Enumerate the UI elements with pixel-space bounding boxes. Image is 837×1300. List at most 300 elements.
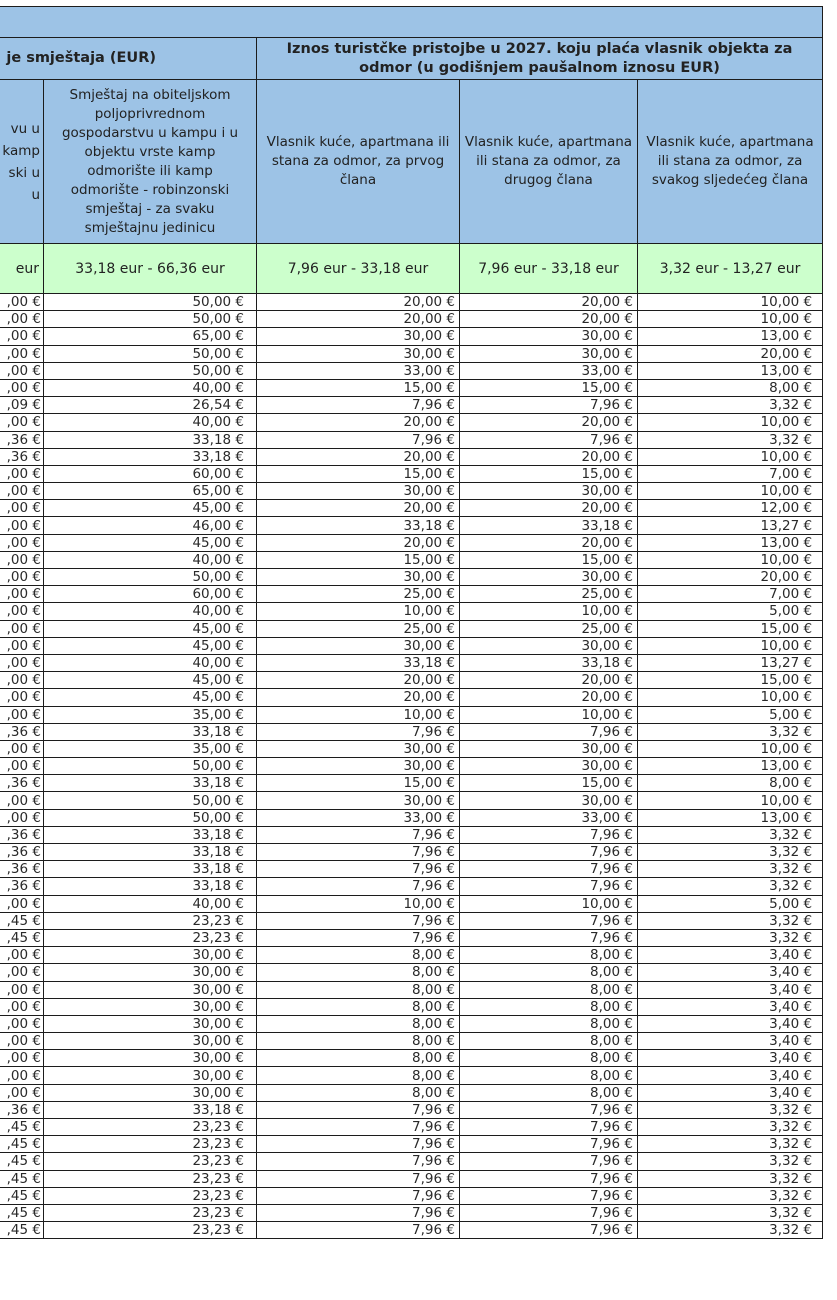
table-cell[interactable]: 20,00 € — [257, 689, 460, 706]
table-cell[interactable]: 23,23 € — [44, 1204, 257, 1221]
table-cell[interactable]: 7,96 € — [460, 878, 638, 895]
table-cell[interactable]: ,00 € — [0, 672, 44, 689]
table-cell[interactable]: 7,96 € — [257, 1187, 460, 1204]
table-cell[interactable]: 30,00 € — [44, 1050, 257, 1067]
table-cell[interactable]: ,09 € — [0, 397, 44, 414]
table-cell[interactable]: 65,00 € — [44, 328, 257, 345]
table-cell[interactable]: 7,96 € — [257, 929, 460, 946]
table-cell[interactable]: 33,18 € — [44, 1101, 257, 1118]
table-cell[interactable]: 30,00 € — [44, 1084, 257, 1101]
table-cell[interactable]: 50,00 € — [44, 792, 257, 809]
table-cell[interactable]: ,00 € — [0, 517, 44, 534]
table-cell[interactable]: ,00 € — [0, 998, 44, 1015]
table-cell[interactable]: 10,00 € — [257, 706, 460, 723]
table-cell[interactable]: 8,00 € — [257, 947, 460, 964]
range-row — [0, 244, 823, 294]
table-cell[interactable]: ,45 € — [0, 1187, 44, 1204]
table-cell[interactable]: 20,00 € — [257, 311, 460, 328]
table-cell[interactable]: 15,00 € — [638, 672, 823, 689]
table-cell[interactable]: 3,32 € — [638, 826, 823, 843]
table-row — [0, 534, 823, 551]
table-cell[interactable]: 23,23 € — [44, 1119, 257, 1136]
table-cell[interactable]: ,45 € — [0, 1136, 44, 1153]
table-cell[interactable]: ,00 € — [0, 654, 44, 671]
table-cell[interactable]: 3,32 € — [638, 878, 823, 895]
table-cell[interactable]: 7,96 € — [257, 723, 460, 740]
table-cell[interactable]: 65,00 € — [44, 483, 257, 500]
table-cell[interactable]: 10,00 € — [638, 414, 823, 431]
table-cell[interactable]: 3,32 € — [638, 1222, 823, 1239]
table-cell[interactable]: 30,00 € — [460, 569, 638, 586]
table-cell[interactable]: 7,96 € — [460, 1101, 638, 1118]
table-cell[interactable]: ,00 € — [0, 603, 44, 620]
table-cell[interactable]: 8,00 € — [460, 1050, 638, 1067]
table-cell[interactable]: 8,00 € — [257, 1050, 460, 1067]
table-cell[interactable]: 23,23 € — [44, 1153, 257, 1170]
table-cell[interactable]: 7,96 € — [257, 1170, 460, 1187]
table-cell[interactable]: ,00 € — [0, 758, 44, 775]
table-cell[interactable]: ,00 € — [0, 1033, 44, 1050]
table-cell[interactable]: 15,00 € — [257, 379, 460, 396]
table-cell[interactable]: 33,18 € — [44, 448, 257, 465]
table-cell[interactable]: 20,00 € — [638, 569, 823, 586]
table-cell[interactable]: ,00 € — [0, 465, 44, 482]
table-cell[interactable]: ,00 € — [0, 689, 44, 706]
table-cell[interactable]: 12,00 € — [638, 500, 823, 517]
table-row — [0, 431, 823, 448]
table-cell[interactable]: 7,96 € — [460, 912, 638, 929]
table-cell[interactable]: 10,00 € — [638, 483, 823, 500]
table-cell[interactable]: ,00 € — [0, 981, 44, 998]
table-cell[interactable]: 40,00 € — [44, 379, 257, 396]
table-cell[interactable]: 30,00 € — [257, 758, 460, 775]
table-cell[interactable]: 20,00 € — [257, 672, 460, 689]
table-cell[interactable]: 50,00 € — [44, 294, 257, 311]
table-cell[interactable]: ,36 € — [0, 723, 44, 740]
table-cell[interactable]: 30,00 € — [44, 981, 257, 998]
table-cell[interactable]: 7,96 € — [460, 1204, 638, 1221]
table-cell[interactable]: 10,00 € — [638, 294, 823, 311]
table-cell[interactable]: 60,00 € — [44, 465, 257, 482]
table-cell[interactable]: 30,00 € — [460, 345, 638, 362]
table-cell[interactable]: 7,96 € — [460, 1136, 638, 1153]
table-cell[interactable]: 7,96 € — [257, 1136, 460, 1153]
table-cell[interactable]: 20,00 € — [257, 414, 460, 431]
table-cell[interactable]: 8,00 € — [460, 1015, 638, 1032]
table-cell[interactable]: 33,18 € — [44, 878, 257, 895]
table-cell[interactable]: 23,23 € — [44, 929, 257, 946]
table-cell[interactable]: 20,00 € — [460, 311, 638, 328]
table-cell[interactable]: 20,00 € — [257, 500, 460, 517]
table-row — [0, 551, 823, 568]
table-cell[interactable]: 45,00 € — [44, 689, 257, 706]
table-cell[interactable]: 3,32 € — [638, 1136, 823, 1153]
table-row — [0, 844, 823, 861]
range-cell-0: eur — [0, 244, 44, 294]
table-row — [0, 826, 823, 843]
table-cell[interactable]: ,00 € — [0, 551, 44, 568]
table-cell[interactable]: ,45 € — [0, 1204, 44, 1221]
table-cell[interactable]: 20,00 € — [460, 689, 638, 706]
table-cell[interactable]: ,00 € — [0, 1067, 44, 1084]
table-cell[interactable]: 40,00 € — [44, 414, 257, 431]
table-cell[interactable]: 20,00 € — [460, 534, 638, 551]
table-cell[interactable]: ,00 € — [0, 792, 44, 809]
table-cell[interactable]: 35,00 € — [44, 706, 257, 723]
table-cell[interactable]: 30,00 € — [44, 998, 257, 1015]
table-cell[interactable]: 30,00 € — [460, 637, 638, 654]
table-row — [0, 294, 823, 311]
table-cell[interactable]: 10,00 € — [638, 689, 823, 706]
table-cell[interactable]: 33,18 € — [44, 723, 257, 740]
table-cell[interactable]: 8,00 € — [460, 1084, 638, 1101]
table-cell[interactable]: 10,00 € — [638, 792, 823, 809]
table-row — [0, 1015, 823, 1032]
table-cell[interactable]: 10,00 € — [460, 603, 638, 620]
table-row — [0, 964, 823, 981]
table-cell[interactable]: ,45 € — [0, 1119, 44, 1136]
table-cell[interactable]: ,00 € — [0, 414, 44, 431]
table-cell[interactable]: 20,00 € — [638, 345, 823, 362]
table-cell[interactable]: 30,00 € — [460, 792, 638, 809]
table-cell[interactable]: ,00 € — [0, 1084, 44, 1101]
table-cell[interactable]: ,00 € — [0, 362, 44, 379]
table-cell[interactable]: 30,00 € — [257, 328, 460, 345]
table-cell[interactable]: 33,18 € — [460, 517, 638, 534]
table-cell[interactable]: 3,32 € — [638, 397, 823, 414]
table-cell[interactable]: 7,96 € — [257, 1153, 460, 1170]
table-cell[interactable]: ,45 € — [0, 929, 44, 946]
table-cell[interactable]: ,00 € — [0, 483, 44, 500]
table-cell[interactable]: 3,40 € — [638, 981, 823, 998]
table-row — [0, 448, 823, 465]
table-cell[interactable]: 15,00 € — [460, 551, 638, 568]
table-cell[interactable]: 15,00 € — [460, 465, 638, 482]
table-cell[interactable]: 15,00 € — [257, 775, 460, 792]
table-cell[interactable]: 33,18 € — [257, 517, 460, 534]
table-cell[interactable]: 7,96 € — [460, 1170, 638, 1187]
table-cell[interactable]: ,36 € — [0, 861, 44, 878]
table-cell[interactable]: 8,00 € — [460, 998, 638, 1015]
table-cell[interactable]: 30,00 € — [257, 740, 460, 757]
table-cell[interactable]: 23,23 € — [44, 912, 257, 929]
table-cell[interactable]: 23,23 € — [44, 1222, 257, 1239]
table-cell[interactable]: 30,00 € — [257, 483, 460, 500]
table-cell[interactable]: 7,00 € — [638, 586, 823, 603]
table-cell[interactable]: 8,00 € — [257, 1084, 460, 1101]
table-cell[interactable]: 3,40 € — [638, 947, 823, 964]
table-cell[interactable]: ,00 € — [0, 964, 44, 981]
table-cell[interactable]: 3,32 € — [638, 1204, 823, 1221]
table-cell[interactable]: 23,23 € — [44, 1170, 257, 1187]
title-band-row — [0, 7, 823, 38]
table-cell[interactable]: 33,18 € — [44, 775, 257, 792]
table-cell[interactable]: 15,00 € — [460, 379, 638, 396]
table-cell[interactable]: 25,00 € — [257, 620, 460, 637]
table-cell[interactable]: ,36 € — [0, 448, 44, 465]
table-cell[interactable]: 5,00 € — [638, 895, 823, 912]
table-cell[interactable]: 30,00 € — [44, 1067, 257, 1084]
table-cell[interactable]: 25,00 € — [460, 620, 638, 637]
table-cell[interactable]: 10,00 € — [638, 551, 823, 568]
table-cell[interactable]: ,36 € — [0, 878, 44, 895]
table-cell[interactable]: 33,18 € — [44, 861, 257, 878]
table-cell[interactable]: 30,00 € — [257, 637, 460, 654]
table-cell[interactable]: 45,00 € — [44, 620, 257, 637]
table-cell[interactable]: ,36 € — [0, 431, 44, 448]
table-cell[interactable]: 60,00 € — [44, 586, 257, 603]
table-cell[interactable]: 7,00 € — [638, 465, 823, 482]
table-row — [0, 603, 823, 620]
table-cell[interactable]: 30,00 € — [257, 569, 460, 586]
table-cell[interactable]: 50,00 € — [44, 569, 257, 586]
table-cell[interactable]: 7,96 € — [257, 1222, 460, 1239]
column-header-1: Smještaj na obiteljskom poljoprivrednom gospodarstvu u kampu i u objektu vrste kamp odmorište ili kamp odmorište - robinzonski smještaj - za svaku smještajnu jedinicu — [44, 80, 257, 244]
table-cell[interactable]: 13,00 € — [638, 758, 823, 775]
table-row — [0, 654, 823, 671]
table-cell[interactable]: 23,23 € — [44, 1136, 257, 1153]
table-cell[interactable]: 8,00 € — [460, 981, 638, 998]
table-cell[interactable]: 3,32 € — [638, 723, 823, 740]
table-cell[interactable]: 30,00 € — [460, 758, 638, 775]
table-cell[interactable]: 3,40 € — [638, 1084, 823, 1101]
table-cell[interactable]: 40,00 € — [44, 654, 257, 671]
table-cell[interactable]: 8,00 € — [460, 1067, 638, 1084]
table-cell[interactable]: 7,96 € — [460, 826, 638, 843]
table-cell[interactable]: 7,96 € — [460, 431, 638, 448]
table-cell[interactable]: ,36 € — [0, 1101, 44, 1118]
table-cell[interactable]: 7,96 € — [460, 723, 638, 740]
table-cell[interactable]: 3,40 € — [638, 1033, 823, 1050]
table-cell[interactable]: ,00 € — [0, 586, 44, 603]
table-cell[interactable]: 5,00 € — [638, 706, 823, 723]
table-cell[interactable]: ,00 € — [0, 947, 44, 964]
table-cell[interactable]: 15,00 € — [257, 465, 460, 482]
table-cell[interactable]: 7,96 € — [460, 844, 638, 861]
table-cell[interactable]: 45,00 € — [44, 637, 257, 654]
table-cell[interactable]: 3,40 € — [638, 964, 823, 981]
table-cell[interactable]: 15,00 € — [257, 551, 460, 568]
table-cell[interactable]: 13,00 € — [638, 809, 823, 826]
table-cell[interactable]: 3,32 € — [638, 1170, 823, 1187]
table-cell[interactable]: 7,96 € — [257, 878, 460, 895]
table-cell[interactable]: 13,00 € — [638, 328, 823, 345]
table-cell[interactable]: 30,00 € — [44, 1033, 257, 1050]
table-row — [0, 1033, 823, 1050]
table-cell[interactable]: 3,32 € — [638, 844, 823, 861]
table-cell[interactable]: 3,32 € — [638, 431, 823, 448]
table-cell[interactable]: 3,32 € — [638, 1119, 823, 1136]
table-cell[interactable]: 20,00 € — [257, 294, 460, 311]
table-cell[interactable]: 46,00 € — [44, 517, 257, 534]
table-cell[interactable]: 7,96 € — [257, 844, 460, 861]
table-cell[interactable]: ,36 € — [0, 844, 44, 861]
table-cell[interactable]: ,00 € — [0, 311, 44, 328]
table-cell[interactable]: 8,00 € — [257, 1067, 460, 1084]
table-cell[interactable]: ,00 € — [0, 1015, 44, 1032]
table-cell[interactable]: ,00 € — [0, 706, 44, 723]
table-cell[interactable]: 30,00 € — [44, 947, 257, 964]
table-cell[interactable]: ,00 € — [0, 500, 44, 517]
table-cell[interactable]: ,00 € — [0, 294, 44, 311]
table-cell[interactable]: 26,54 € — [44, 397, 257, 414]
table-cell[interactable]: 20,00 € — [460, 294, 638, 311]
table-row — [0, 689, 823, 706]
table-cell[interactable]: 10,00 € — [460, 706, 638, 723]
table-cell[interactable]: ,00 € — [0, 328, 44, 345]
table-cell[interactable]: 3,40 € — [638, 1050, 823, 1067]
table-cell[interactable]: 30,00 € — [44, 1015, 257, 1032]
table-cell[interactable]: 50,00 € — [44, 362, 257, 379]
table-cell[interactable]: 45,00 € — [44, 672, 257, 689]
table-cell[interactable]: 20,00 € — [460, 414, 638, 431]
table-cell[interactable]: 30,00 € — [257, 792, 460, 809]
table-cell[interactable]: 8,00 € — [638, 775, 823, 792]
table-cell[interactable]: 7,96 € — [460, 1187, 638, 1204]
table-cell[interactable]: 13,27 € — [638, 654, 823, 671]
table-cell[interactable]: 3,32 € — [638, 929, 823, 946]
table-cell[interactable]: ,00 € — [0, 809, 44, 826]
table-cell[interactable]: 15,00 € — [638, 620, 823, 637]
table-cell[interactable]: 8,00 € — [460, 947, 638, 964]
table-cell[interactable]: 40,00 € — [44, 895, 257, 912]
table-cell[interactable]: 30,00 € — [257, 345, 460, 362]
table-cell[interactable]: 15,00 € — [460, 775, 638, 792]
table-cell[interactable]: ,45 € — [0, 1153, 44, 1170]
table-cell[interactable]: 3,32 € — [638, 912, 823, 929]
column-header-2: Vlasnik kuće, apartmana ili stana za odmor, za prvog člana — [257, 80, 460, 244]
table-cell[interactable]: 10,00 € — [257, 895, 460, 912]
table-cell[interactable]: 3,40 € — [638, 998, 823, 1015]
table-cell[interactable]: 7,96 € — [257, 431, 460, 448]
table-cell[interactable]: ,45 € — [0, 1170, 44, 1187]
table-row — [0, 1136, 823, 1153]
table-cell[interactable]: 10,00 € — [257, 603, 460, 620]
table-cell[interactable]: 7,96 € — [460, 1119, 638, 1136]
table-cell[interactable]: 30,00 € — [460, 740, 638, 757]
table-cell[interactable]: 3,40 € — [638, 1067, 823, 1084]
table-cell[interactable]: 10,00 € — [638, 448, 823, 465]
table-cell[interactable]: 33,18 € — [257, 654, 460, 671]
table-cell[interactable]: 33,00 € — [257, 362, 460, 379]
table-cell[interactable]: 20,00 € — [257, 534, 460, 551]
table-row — [0, 998, 823, 1015]
table-row — [0, 465, 823, 482]
table-cell[interactable]: 7,96 € — [257, 826, 460, 843]
table-cell[interactable]: 33,18 € — [44, 826, 257, 843]
table-cell[interactable]: 7,96 € — [257, 861, 460, 878]
table-cell[interactable]: 20,00 € — [460, 672, 638, 689]
table-cell[interactable]: 40,00 € — [44, 603, 257, 620]
table-cell[interactable]: 10,00 € — [638, 311, 823, 328]
table-cell[interactable]: 10,00 € — [638, 637, 823, 654]
table-cell[interactable]: 8,00 € — [257, 1015, 460, 1032]
table-cell[interactable]: 20,00 € — [460, 500, 638, 517]
table-cell[interactable]: 40,00 € — [44, 551, 257, 568]
table-cell[interactable]: 33,18 € — [44, 431, 257, 448]
table-cell[interactable]: 7,96 € — [257, 397, 460, 414]
table-cell[interactable]: 20,00 € — [257, 448, 460, 465]
table-row — [0, 345, 823, 362]
table-cell[interactable]: 25,00 € — [257, 586, 460, 603]
table-cell[interactable]: 30,00 € — [460, 483, 638, 500]
table-cell[interactable]: 50,00 € — [44, 311, 257, 328]
table-cell[interactable]: 50,00 € — [44, 758, 257, 775]
table-cell[interactable]: 7,96 € — [460, 397, 638, 414]
table-cell[interactable]: 3,32 € — [638, 1153, 823, 1170]
table-cell[interactable]: 5,00 € — [638, 603, 823, 620]
table-cell[interactable]: 8,00 € — [257, 981, 460, 998]
table-cell[interactable]: ,00 € — [0, 1050, 44, 1067]
table-cell[interactable]: ,45 € — [0, 1222, 44, 1239]
table-cell[interactable]: 8,00 € — [638, 379, 823, 396]
table-cell[interactable]: 45,00 € — [44, 500, 257, 517]
table-cell[interactable]: ,00 € — [0, 569, 44, 586]
table-cell[interactable]: ,00 € — [0, 740, 44, 757]
table-cell[interactable]: 20,00 € — [460, 448, 638, 465]
table-cell[interactable]: 7,96 € — [257, 1204, 460, 1221]
table-cell[interactable]: ,00 € — [0, 637, 44, 654]
table-cell[interactable]: 13,27 € — [638, 517, 823, 534]
table-cell[interactable]: 35,00 € — [44, 740, 257, 757]
table-cell[interactable]: 3,40 € — [638, 1015, 823, 1032]
table-cell[interactable]: 33,00 € — [460, 362, 638, 379]
table-cell[interactable]: 23,23 € — [44, 1187, 257, 1204]
table-cell[interactable]: 33,18 € — [44, 844, 257, 861]
table-row — [0, 1101, 823, 1118]
table-cell[interactable]: 25,00 € — [460, 586, 638, 603]
table-cell[interactable]: 3,32 € — [638, 861, 823, 878]
table-cell[interactable]: 3,32 € — [638, 1101, 823, 1118]
table-cell[interactable]: 7,96 € — [460, 1153, 638, 1170]
table-cell[interactable]: 7,96 € — [460, 929, 638, 946]
table-row — [0, 500, 823, 517]
table-cell[interactable]: ,36 € — [0, 775, 44, 792]
table-cell[interactable]: 50,00 € — [44, 809, 257, 826]
table-row — [0, 414, 823, 431]
table-cell[interactable]: 10,00 € — [460, 895, 638, 912]
table-cell[interactable]: 8,00 € — [460, 1033, 638, 1050]
table-cell[interactable]: 13,00 € — [638, 534, 823, 551]
table-cell[interactable]: 8,00 € — [257, 964, 460, 981]
table-cell[interactable]: 33,00 € — [460, 809, 638, 826]
table-cell[interactable]: ,45 € — [0, 912, 44, 929]
table-cell[interactable]: ,00 € — [0, 345, 44, 362]
table-cell[interactable]: 3,32 € — [638, 1187, 823, 1204]
table-cell[interactable]: 7,96 € — [460, 1222, 638, 1239]
table-cell[interactable]: 13,00 € — [638, 362, 823, 379]
table-cell[interactable]: 33,00 € — [257, 809, 460, 826]
table-cell[interactable]: 50,00 € — [44, 345, 257, 362]
table-cell[interactable]: 7,96 € — [257, 1119, 460, 1136]
table-cell[interactable]: 33,18 € — [460, 654, 638, 671]
table-cell[interactable]: 7,96 € — [257, 912, 460, 929]
table-cell[interactable]: 7,96 € — [257, 1101, 460, 1118]
table-cell[interactable]: 30,00 € — [44, 964, 257, 981]
table-cell[interactable]: ,00 € — [0, 534, 44, 551]
table-cell[interactable]: 8,00 € — [460, 964, 638, 981]
table-cell[interactable]: ,00 € — [0, 379, 44, 396]
table-cell[interactable]: ,36 € — [0, 826, 44, 843]
table-cell[interactable]: 7,96 € — [460, 861, 638, 878]
table-cell[interactable]: 30,00 € — [460, 328, 638, 345]
table-cell[interactable]: 45,00 € — [44, 534, 257, 551]
table-cell[interactable]: 8,00 € — [257, 998, 460, 1015]
table-cell[interactable]: ,00 € — [0, 620, 44, 637]
table-cell[interactable]: 8,00 € — [257, 1033, 460, 1050]
table-cell[interactable]: ,00 € — [0, 895, 44, 912]
table-cell[interactable]: 10,00 € — [638, 740, 823, 757]
